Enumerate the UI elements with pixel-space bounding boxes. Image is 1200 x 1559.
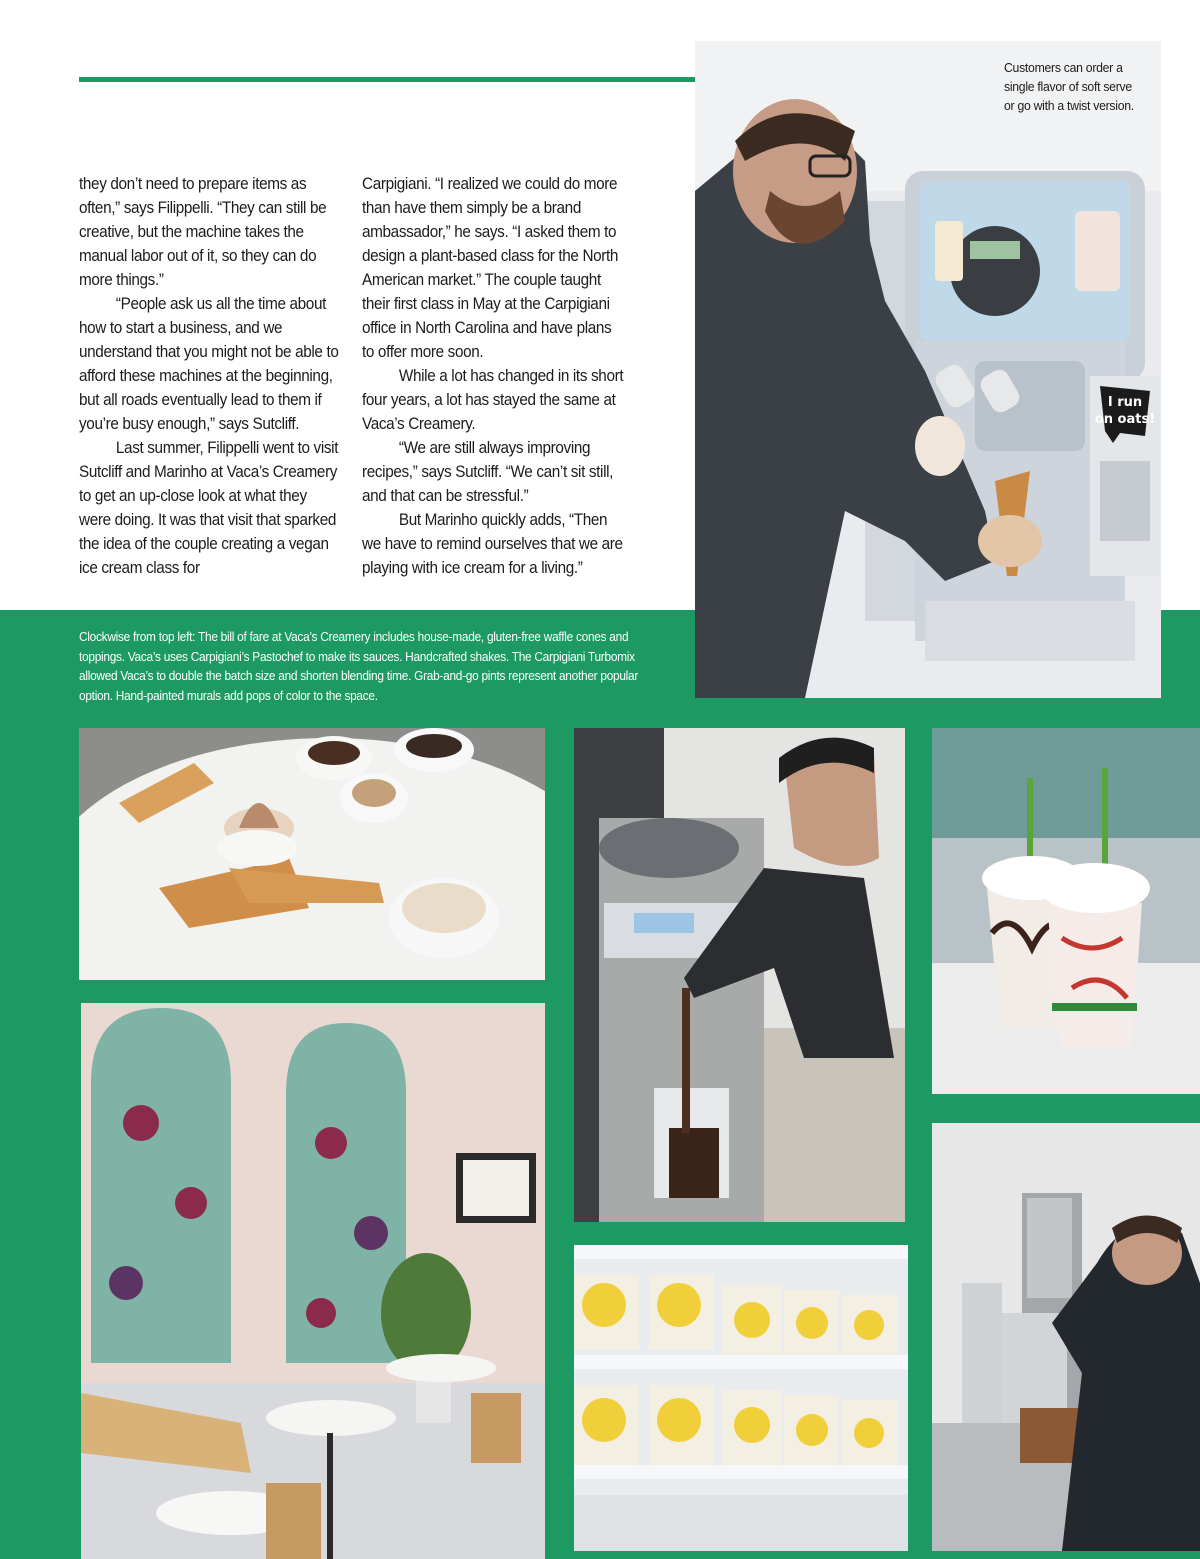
paragraph: While a lot has changed in its short four years, a lot has stayed the same at Vaca’s Creamery. [362, 366, 624, 433]
hero-photo-soft-serve-machine [695, 41, 1161, 698]
gallery-caption: Clockwise from top left: The bill of fare at Vaca’s Creamery includes house-made, gluten-free waffle cones and toppings. Vaca’s uses Carpigiani’s Pastochef to make its sauces. Handcrafted shakes. The Carpigiani Turbomix allowed Vaca’s to double the batch size and shorten blending time. Grab-and-go pints represent another popular option. Hand-painted murals add pops of color to the space. [79, 629, 639, 703]
sticker-text: I run [1107, 395, 1143, 410]
paragraph: Carpigiani. “I realized we could do more than have them simply be a brand ambassador,” he says. “I asked them to design a plant-based class for the North American market.” The couple taught their first class in May at the Carpigiani office in North Carolina and have plans to offer more soon. [362, 174, 619, 361]
paragraph: “People ask us all the time about how to start a business, and we understand that you might not be able to afford these machines at the beginning, but all roads eventually lead to them if you’re busy enough,” says Sutcliff. [79, 294, 339, 433]
article-column-1 [79, 172, 340, 580]
paragraph: “We are still always improving recipes,” says Sutcliff. “We can’t sit still, and that can be stressful.” [362, 438, 614, 505]
paragraph: Last summer, Filippelli went to visit Sutcliff and Marinho at Vaca’s Creamery to get an up-close look at what they were doing. It was that visit that sparked the idea of the couple creating a vegan ice cream class for [79, 438, 339, 577]
article-column-2 [362, 172, 626, 580]
paragraph: they don’t need to prepare items as often,” says Filippelli. “They can still be creative, but the machine takes the manual labor out of it, so they can do more things.” [79, 174, 327, 289]
photo-painted-murals [81, 1003, 545, 1559]
header-rule [79, 77, 696, 82]
photo-pastochef-machine [574, 728, 905, 1222]
sticker-text: on oats! [1094, 412, 1156, 427]
photo-turbomix-machine [932, 1123, 1200, 1551]
photo-grab-and-go-pints [574, 1245, 908, 1551]
photo-waffle-cones-toppings [79, 728, 545, 980]
paragraph: But Marinho quickly adds, “Then we have to remind ourselves that we are playing with ice cream for a living.” [362, 510, 623, 577]
photo-handcrafted-shakes [932, 728, 1200, 1094]
hero-photo-caption: Customers can order a single flavor of soft serve or go with a twist version. [1004, 60, 1134, 113]
